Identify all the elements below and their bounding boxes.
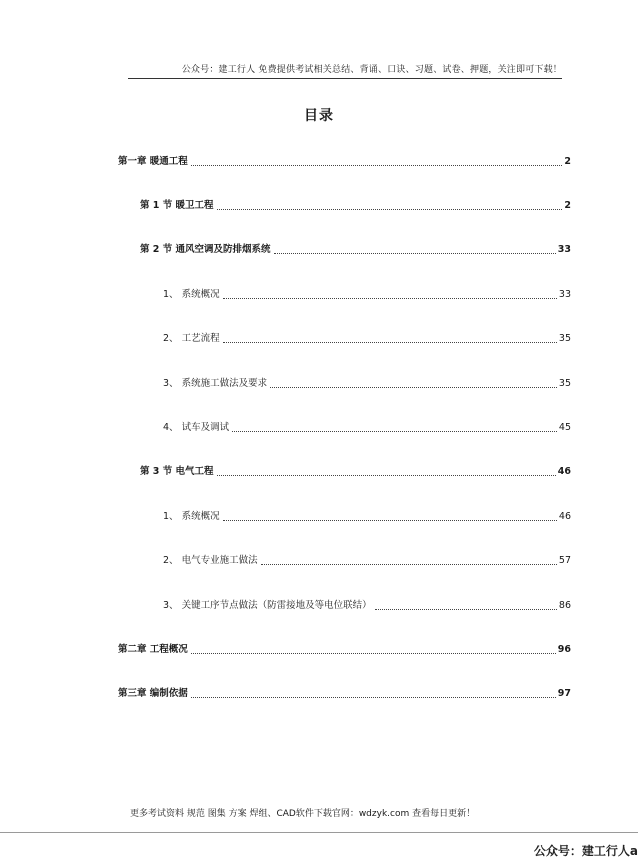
toc-entry-item-1-3-3[interactable] [163, 597, 571, 613]
dot-leader [191, 165, 563, 166]
toc-entry-page: 46 [557, 466, 571, 477]
dot-leader [375, 609, 557, 610]
toc-entry-label: 第 1 节 暖卫工程 [140, 200, 214, 211]
dot-leader [217, 475, 556, 476]
toc-entry-label: 3、 关键工序节点做法（防雷接地及等电位联结） [163, 600, 372, 611]
toc-entry-label: 4、 试车及调试 [163, 422, 230, 433]
toc-entry-label: 1、 系统概况 [163, 289, 220, 300]
toc-entry-page: 45 [558, 422, 571, 433]
dot-leader [223, 298, 557, 299]
dot-leader [191, 653, 556, 654]
toc-entry-label: 2、 工艺流程 [163, 333, 220, 344]
toc-entry-page: 2 [564, 200, 571, 211]
toc-entry-label: 3、 系统施工做法及要求 [163, 378, 268, 389]
dot-leader [232, 431, 557, 432]
toc-entry-item-1-2-1[interactable] [163, 286, 571, 302]
dot-leader [223, 520, 557, 521]
toc-entry-page: 96 [557, 644, 571, 655]
toc-entry-section-1-2[interactable] [140, 241, 571, 257]
toc-entry-page: 97 [557, 688, 571, 699]
footer-divider [0, 832, 638, 833]
toc-entry-label: 第 3 节 电气工程 [140, 466, 214, 477]
toc-entry-page: 46 [558, 511, 571, 522]
dot-leader [191, 697, 556, 698]
toc-entry-section-1-3[interactable] [140, 463, 571, 479]
toc-entry-label: 2、 电气专业施工做法 [163, 555, 258, 566]
toc-entry-item-1-2-3[interactable] [163, 375, 571, 391]
page-header: 公众号：建工行人 免费提供考试相关总结、背诵、口诀、习题、试卷、押题，关注即可下载！ [128, 64, 562, 79]
dot-leader [274, 253, 556, 254]
dot-leader [217, 209, 563, 210]
toc-title: 目录 [304, 108, 334, 124]
toc-entry-page: 33 [557, 244, 571, 255]
page-footer: 更多考试资料 规范 图集 方案 焊组、CAD软件下载官网：wdzyk.com 查看每日更新！ [130, 809, 476, 819]
toc-entry-page: 35 [558, 333, 571, 344]
dot-leader [270, 387, 557, 388]
toc-entry-label: 第 2 节 通风空调及防排烟系统 [140, 244, 271, 255]
toc-entry-page: 2 [564, 156, 571, 167]
toc-entry-chapter-3[interactable] [118, 685, 571, 701]
toc-entry-chapter-1[interactable] [118, 153, 571, 169]
toc-entry-chapter-2[interactable] [118, 641, 571, 657]
toc-entry-page: 33 [558, 289, 571, 300]
toc-entry-label: 第二章 工程概况 [118, 644, 188, 655]
toc-entry-page: 57 [558, 555, 571, 566]
toc-entry-item-1-2-2[interactable] [163, 330, 571, 346]
toc-entry-label: 第一章 暖通工程 [118, 156, 188, 167]
toc-entry-item-1-2-4[interactable] [163, 419, 571, 435]
dot-leader [223, 342, 557, 343]
toc-entry-page: 35 [558, 378, 571, 389]
toc-entry-item-1-3-2[interactable] [163, 552, 571, 568]
watermark: 公众号：建工行人a [530, 842, 638, 859]
toc-entry-label: 第三章 编制依据 [118, 688, 188, 699]
dot-leader [261, 564, 557, 565]
toc-entry-page: 86 [558, 600, 571, 611]
toc-entry-section-1-1[interactable] [140, 197, 571, 213]
toc-entry-item-1-3-1[interactable] [163, 508, 571, 524]
toc-entry-label: 1、 系统概况 [163, 511, 220, 522]
